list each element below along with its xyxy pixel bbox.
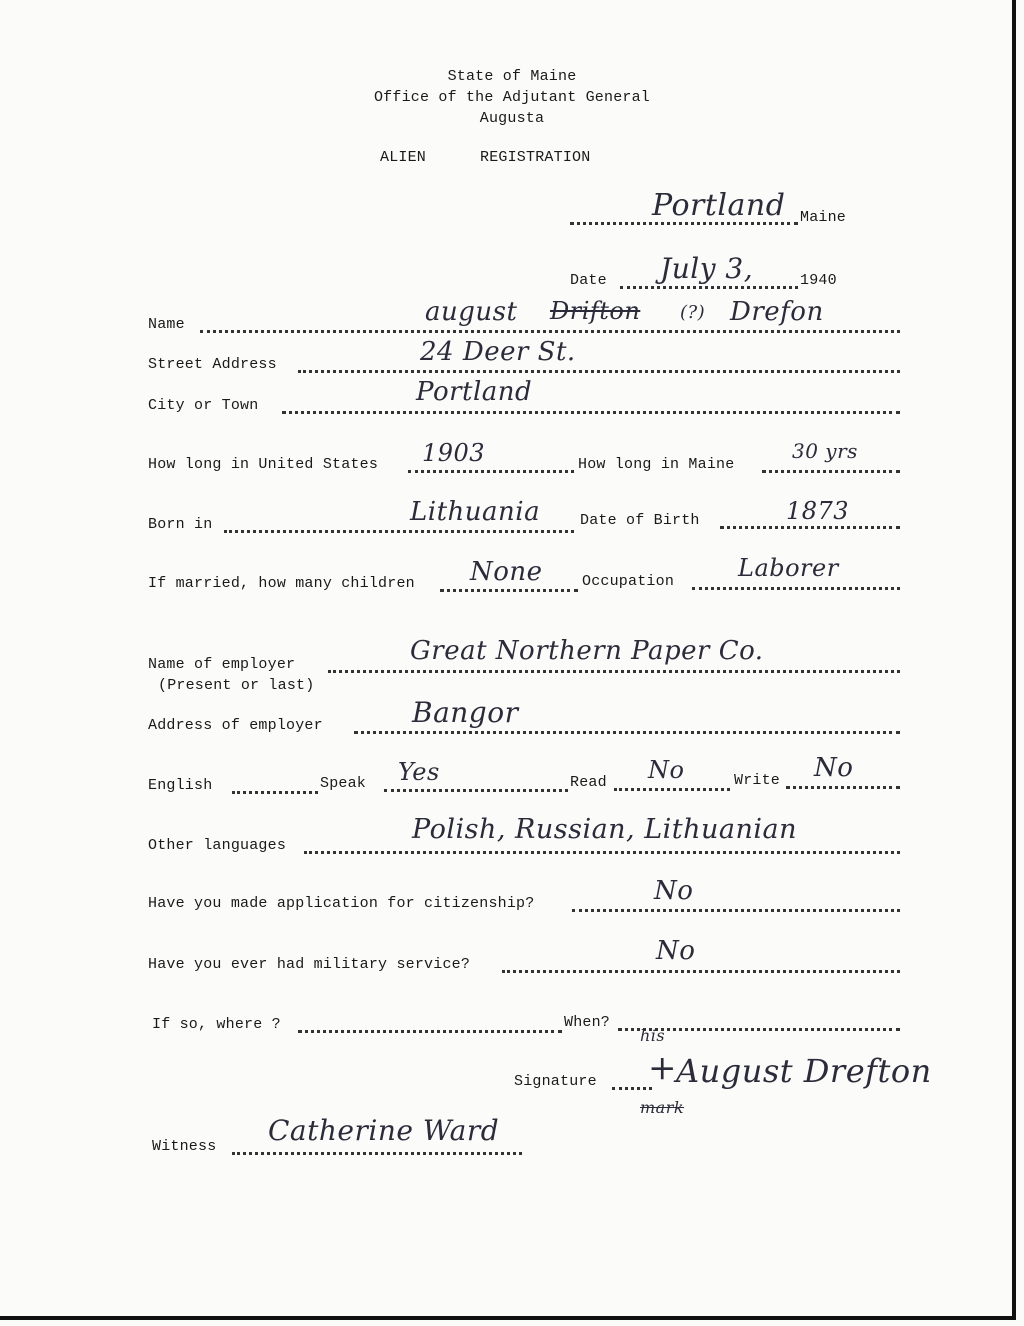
employer-dots	[328, 670, 900, 673]
employer-label: Name of employer	[148, 656, 296, 673]
other-languages-label: Other languages	[148, 837, 287, 854]
street-value: 24 Deer St.	[420, 337, 576, 367]
witness-value: Catherine Ward	[268, 1114, 500, 1147]
speak-dots	[384, 789, 568, 792]
city-value: Portland	[416, 377, 533, 407]
maine-dots	[762, 470, 900, 473]
date-year: 1940	[800, 272, 837, 289]
children-value: None	[470, 557, 543, 587]
children-label: If married, how many children	[148, 575, 415, 592]
dob-dots	[720, 526, 900, 529]
military-value: No	[656, 936, 696, 966]
street-label: Street Address	[148, 356, 277, 373]
signature-dots	[612, 1087, 652, 1090]
name-last: Drefon	[730, 297, 824, 327]
date-label: Date	[570, 272, 607, 289]
witness-label: Witness	[152, 1138, 217, 1155]
write-value: No	[814, 753, 854, 783]
write-label: Write	[734, 772, 781, 789]
signature-mark: mark	[640, 1098, 685, 1117]
write-dots	[786, 786, 900, 789]
military-dots	[502, 970, 900, 973]
name-dots	[200, 330, 900, 333]
name-label: Name	[148, 316, 185, 333]
occupation-dots	[692, 587, 900, 590]
us-dots	[408, 470, 574, 473]
place-suffix: Maine	[800, 209, 847, 226]
header-city: Augusta	[479, 110, 545, 127]
title-registration: REGISTRATION	[480, 149, 591, 166]
street-dots	[298, 370, 900, 373]
born-value: Lithuania	[410, 497, 541, 527]
born-dots	[224, 530, 574, 533]
maine-value: 30 yrs	[792, 439, 858, 463]
where-label: If so, where ?	[152, 1016, 281, 1033]
title-alien: ALIEN	[380, 149, 427, 166]
employer-address-label: Address of employer	[148, 717, 323, 734]
occupation-label: Occupation	[582, 573, 675, 590]
us-label: How long in United States	[148, 456, 379, 473]
english-dots	[232, 791, 318, 794]
born-label: Born in	[148, 516, 213, 533]
signature-label: Signature	[514, 1073, 597, 1090]
signature-his: his	[640, 1026, 666, 1045]
when-label: When?	[564, 1014, 611, 1031]
dob-label: Date of Birth	[580, 512, 700, 529]
children-dots	[440, 589, 578, 592]
witness-dots	[232, 1152, 522, 1155]
header-office: Office of the Adjutant General	[373, 89, 651, 106]
english-label: English	[148, 777, 213, 794]
employer-sublabel: (Present or last)	[158, 677, 315, 694]
employer-address-value: Bangor	[412, 696, 519, 729]
citizenship-dots	[572, 909, 900, 912]
name-struck: Drifton	[550, 297, 641, 325]
date-value: July 3,	[660, 252, 754, 285]
where-dots	[298, 1030, 562, 1033]
us-value: 1903	[422, 439, 486, 467]
header-state: State of Maine	[447, 68, 577, 85]
military-label: Have you ever had military service?	[148, 956, 471, 973]
name-first: august	[425, 297, 518, 327]
name-query: (?)	[680, 302, 706, 323]
speak-value: Yes	[398, 758, 440, 786]
read-value: No	[648, 756, 685, 784]
signature-value: August Drefton	[676, 1052, 932, 1090]
occupation-value: Laborer	[738, 554, 839, 582]
place-value: Portland	[652, 188, 786, 223]
city-label: City or Town	[148, 397, 259, 414]
citizenship-value: No	[654, 876, 694, 906]
other-languages-dots	[304, 851, 900, 854]
city-dots	[282, 411, 900, 414]
read-label: Read	[570, 774, 607, 791]
signature-x: +	[648, 1048, 677, 1088]
maine-label: How long in Maine	[578, 456, 735, 473]
speak-label: Speak	[320, 775, 367, 792]
employer-address-dots	[354, 731, 900, 734]
read-dots	[614, 788, 730, 791]
date-dots	[620, 286, 798, 289]
dob-value: 1873	[786, 497, 850, 525]
citizenship-label: Have you made application for citizenship?	[148, 895, 535, 912]
other-languages-value: Polish, Russian, Lithuanian	[412, 814, 798, 845]
employer-value: Great Northern Paper Co.	[410, 636, 764, 666]
